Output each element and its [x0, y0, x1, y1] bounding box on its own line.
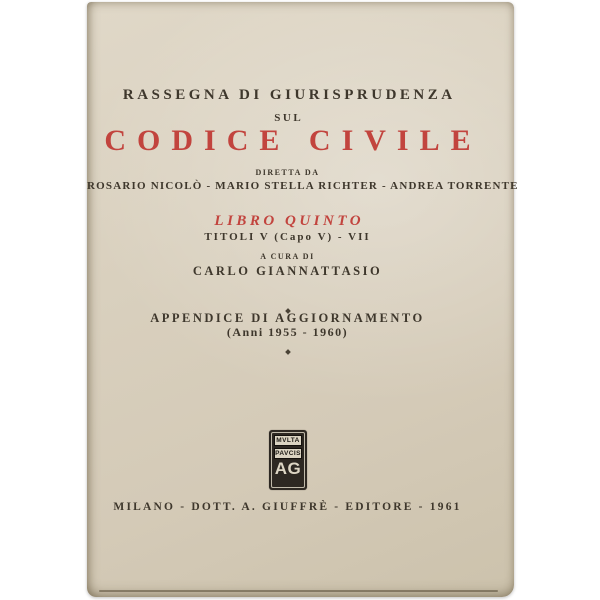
directors: ROSARIO NICOLÒ - MARIO STELLA RICHTER - ANDREA TORRENTE [87, 180, 519, 192]
volume-subtitle: TITOLI V (Capo V) - VII [204, 231, 371, 243]
book-cover [87, 2, 519, 597]
publisher-logo-frame [271, 432, 305, 488]
page-edge-line [99, 590, 498, 592]
publisher-logo-monogram: AG [274, 459, 302, 479]
imprint-line: MILANO - DOTT. A. GIUFFRÈ - EDITORE - 1961 [113, 501, 462, 513]
publisher-logo-word-mvlta: MVLTA [274, 435, 302, 446]
directed-by-label: DIRETTA DA [255, 168, 320, 177]
appendix-years: (Anni 1955 - 1960) [226, 325, 349, 339]
edited-by-label: A CURA DI [260, 252, 315, 261]
diamond-icon [285, 349, 291, 355]
editor-name: CARLO GIANNATTASIO [192, 264, 383, 278]
series-title-line1: RASSEGNA DI GIURISPRUDENZA [122, 87, 456, 103]
main-title: CODICE CIVILE [104, 124, 482, 157]
diamond-ornament-bottom [87, 342, 488, 358]
series-title-line2: SUL [274, 112, 304, 124]
publisher-logo-word-pavcis: PAVCIS [274, 448, 302, 459]
volume-title: LIBRO QUINTO [214, 213, 365, 229]
publisher-logo [269, 430, 307, 490]
appendix-title: APPENDICE DI AGGIORNAMENTO [150, 311, 425, 325]
